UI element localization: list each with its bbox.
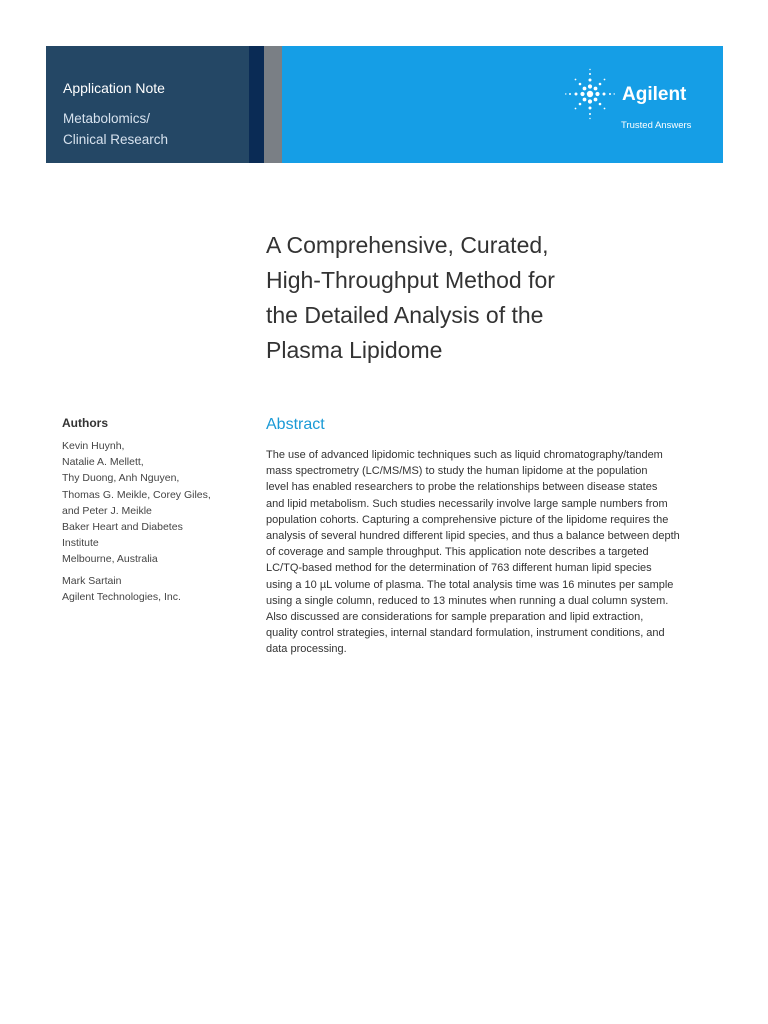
category	[63, 108, 168, 150]
abstract-line: data processing.	[266, 643, 347, 656]
author-line: Thomas G. Meikle, Corey Giles,	[62, 488, 211, 501]
title-line: Plasma Lipidome	[266, 337, 443, 363]
authors-heading: Authors	[62, 416, 108, 430]
banner-stripe-dark	[249, 46, 264, 163]
abstract-line: Also discussed are considerations for sample preparation and lipid extraction,	[266, 611, 644, 624]
abstract-line: and lipid metabolism. Such studies necessarily involve large sample numbers from	[266, 497, 668, 510]
brand-name: Agilent	[622, 84, 687, 105]
document-title	[266, 228, 686, 368]
banner-stripe-gray	[264, 46, 282, 163]
author-line: Kevin Huynh,	[62, 440, 125, 452]
abstract-heading: Abstract	[266, 416, 325, 433]
title-line: High-Throughput Method for	[266, 267, 555, 293]
abstract-line: of coverage and sample throughput. This application note describes a targeted	[266, 546, 649, 559]
abstract-line: quality control strategies, internal standard formulation, instrument conditions, and	[266, 627, 665, 640]
brand-tagline: Trusted Answers	[621, 120, 692, 131]
author-line: and Peter J. Meikle	[62, 504, 152, 517]
abstract-body	[266, 447, 680, 658]
category-line: Metabolomics/	[63, 111, 151, 126]
agilent-logo	[565, 68, 705, 134]
spark-icon	[565, 68, 615, 120]
abstract-line: using a single column, reduced to 13 minutes when running a dual column system.	[266, 594, 669, 607]
author-line: Institute	[62, 537, 99, 550]
abstract-line: mass spectrometry (LC/MS/MS) to study the human lipidome at the population	[266, 465, 648, 478]
abstract-line: The use of advanced lipidomic techniques such as liquid chromatography/tandem	[266, 449, 663, 461]
banner-navy-panel	[46, 46, 249, 163]
author-line: Melbourne, Australia	[62, 553, 158, 566]
title-line: the Detailed Analysis of the	[266, 302, 544, 328]
author-line: Agilent Technologies, Inc.	[62, 590, 181, 603]
header-banner	[46, 46, 723, 163]
abstract-line: using a 10 µL volume of plasma. The total analysis time was 16 minutes per sample	[266, 578, 674, 591]
abstract-line: level has enabled researchers to probe the relationships between disease states	[266, 481, 658, 494]
abstract-line: analysis of several hundred different lipid species, and thus a balance between depth	[266, 530, 680, 543]
category-line: Clinical Research	[63, 132, 169, 147]
document-type: Application Note	[63, 80, 165, 96]
author-line: Natalie A. Mellett,	[62, 456, 144, 469]
abstract-line: population cohorts. Capturing a comprehensive picture of the lipidome requires the	[266, 513, 669, 526]
author-line: Baker Heart and Diabetes	[62, 521, 183, 534]
title-line: A Comprehensive, Curated,	[266, 232, 549, 258]
authors-list	[62, 438, 211, 605]
author-line: Mark Sartain	[62, 574, 122, 587]
abstract-line: LC/TQ-based method for the determination of 763 different human lipid species	[266, 562, 652, 575]
author-line: Thy Duong, Anh Nguyen,	[62, 472, 180, 485]
